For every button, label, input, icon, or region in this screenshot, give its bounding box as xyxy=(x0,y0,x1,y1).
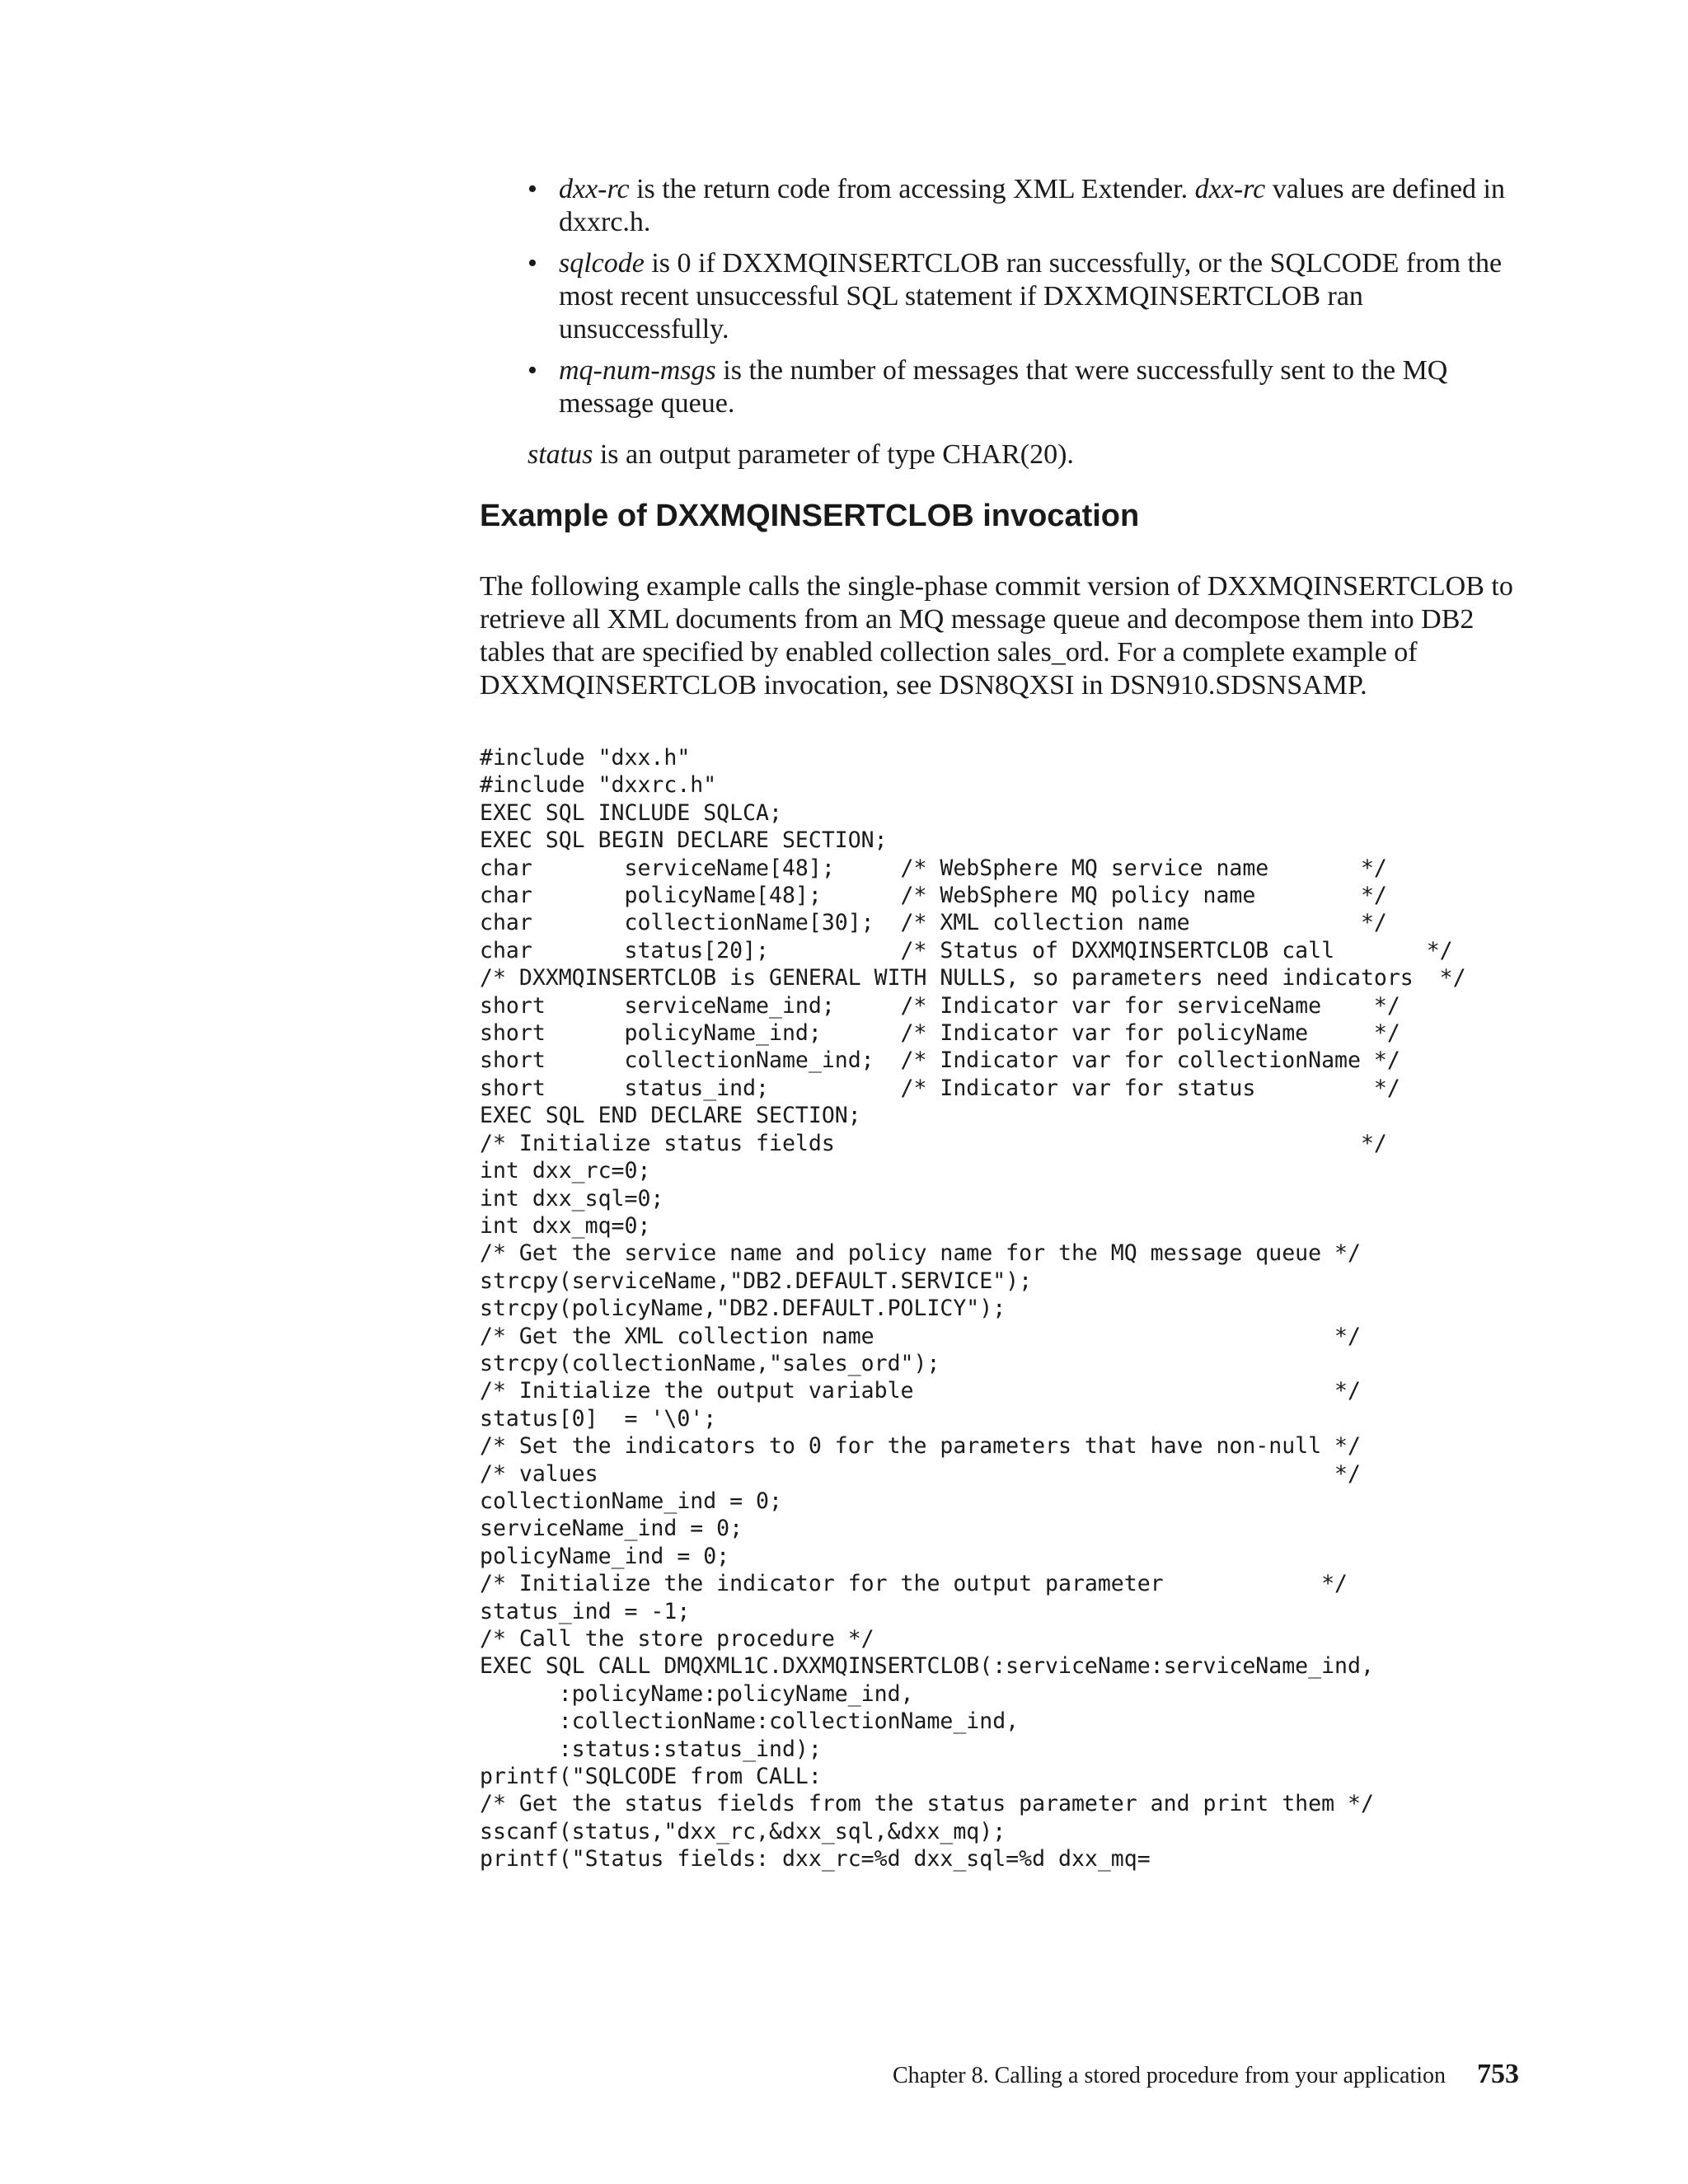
code-line: char collectionName[30]; /* XML collection name */ xyxy=(480,910,1387,936)
code-line: EXEC SQL CALL DMQXML1C.DXXMQINSERTCLOB(:serviceName:serviceName_ind, xyxy=(480,1653,1374,1680)
code-line: char status[20]; /* Status of DXXMQINSERTCLOB call */ xyxy=(480,937,1453,963)
chapter-title: Chapter 8. Calling a stored procedure from your application xyxy=(892,2063,1446,2088)
code-example xyxy=(480,744,1466,1873)
list-item-text: is the return code from accessing XML Extender. xyxy=(629,174,1195,204)
code-line: /* Get the service name and policy name for the MQ message queue */ xyxy=(480,1240,1361,1267)
code-line: /* DXXMQINSERTCLOB is GENERAL WITH NULLS, so parameters need indicators */ xyxy=(480,965,1466,991)
code-line: policyName_ind = 0; xyxy=(480,1543,730,1569)
bullet-icon: • xyxy=(528,248,537,279)
code-line: int dxx_mq=0; xyxy=(480,1212,651,1239)
code-line: strcpy(serviceName,"DB2.DEFAULT.SERVICE"); xyxy=(480,1268,1033,1294)
term-sqlcode: sqlcode xyxy=(559,248,645,279)
bullet-icon: • xyxy=(528,355,537,386)
code-line: char policyName[48]; /* WebSphere MQ policy name */ xyxy=(480,883,1387,909)
term-status: status xyxy=(528,439,593,470)
code-line: status_ind = -1; xyxy=(480,1598,691,1624)
term-dxx-rc: dxx-rc xyxy=(1194,174,1266,204)
code-line: sscanf(status,"dxx_rc,&dxx_sql,&dxx_mq); xyxy=(480,1818,1006,1844)
code-line: EXEC SQL BEGIN DECLARE SECTION; xyxy=(480,827,888,854)
code-line: status[0] = '\0'; xyxy=(480,1405,717,1432)
code-line: /* Initialize the indicator for the output parameter */ xyxy=(480,1571,1348,1597)
code-line: char serviceName[48]; /* WebSphere MQ service name */ xyxy=(480,855,1387,881)
code-line: serviceName_ind = 0; xyxy=(480,1516,743,1542)
code-line: printf("Status fields: dxx_rc=%d dxx_sql=%d dxx_mq= xyxy=(480,1846,1151,1872)
code-line: /* Call the store procedure */ xyxy=(480,1626,874,1652)
code-line: :status:status_ind); xyxy=(480,1736,822,1762)
code-line: short policyName_ind; /* Indicator var for policyName */ xyxy=(480,1020,1400,1047)
code-line: /* values */ xyxy=(480,1460,1361,1487)
code-line: /* Get the status fields from the status parameter and print them */ xyxy=(480,1791,1374,1817)
status-description-text: is an output parameter of type CHAR(20). xyxy=(593,439,1074,470)
page-footer xyxy=(893,2059,1519,2090)
return-values-list xyxy=(528,173,1517,429)
code-line: short serviceName_ind; /* Indicator var for serviceName */ xyxy=(480,992,1400,1019)
code-line: int dxx_sql=0; xyxy=(480,1185,664,1212)
code-line: #include "dxxrc.h" xyxy=(480,772,717,799)
term-dxx-rc: dxx-rc xyxy=(559,174,630,204)
status-parameter-description xyxy=(528,438,1074,471)
bullet-icon: • xyxy=(528,174,537,204)
term-mq-num-msgs: mq-num-msgs xyxy=(559,355,716,386)
code-line: /* Get the XML collection name */ xyxy=(480,1323,1361,1349)
code-line: int dxx_rc=0; xyxy=(480,1158,651,1184)
code-line: /* Initialize status fields */ xyxy=(480,1130,1387,1156)
code-line: short status_ind; /* Indicator var for status */ xyxy=(480,1075,1400,1101)
section-heading: Example of DXXMQINSERTCLOB invocation xyxy=(480,499,1140,533)
code-line: collectionName_ind = 0; xyxy=(480,1488,782,1514)
code-line: strcpy(policyName,"DB2.DEFAULT.POLICY"); xyxy=(480,1296,1006,1322)
code-line: /* Set the indicators to 0 for the parameters that have non-null */ xyxy=(480,1433,1361,1460)
code-line: short collectionName_ind; /* Indicator var for collectionName */ xyxy=(480,1047,1400,1074)
code-line: /* Initialize the output variable */ xyxy=(480,1378,1361,1404)
list-item-sqlcode xyxy=(528,247,1517,346)
intro-paragraph: The following example calls the single-phase commit version of DXXMQINSERTCLOB to retrieve all XML documents from an MQ message queue and decompose them into DB2 tables that are specified by enabled collection sales_ord. For a complete example of DXXMQINSERTCLOB invocation, see DSN8QXSI in DSN910.SDSNSAMP. xyxy=(480,571,1513,701)
code-line: #include "dxx.h" xyxy=(480,745,691,771)
list-item-text: is 0 if DXXMQINSERTCLOB ran successfully, or the SQLCODE from the most recent unsuccessful SQL statement if DXXMQINSERTCLOB ran unsuccessfully. xyxy=(559,248,1503,344)
code-line: :policyName:policyName_ind, xyxy=(480,1680,914,1707)
page-number: 753 xyxy=(1477,2059,1519,2089)
code-line: printf("SQLCODE from CALL: xyxy=(480,1764,822,1790)
list-item-mq-num-msgs xyxy=(528,354,1517,420)
list-item-dxx-rc xyxy=(528,173,1517,239)
code-line: strcpy(collectionName,"sales_ord"); xyxy=(480,1350,940,1376)
list-item-text: values are defined in dxxrc.h. xyxy=(559,174,1505,237)
code-line: EXEC SQL INCLUDE SQLCA; xyxy=(480,799,782,826)
code-line: :collectionName:collectionName_ind, xyxy=(480,1708,1020,1735)
list-item-text: is the number of messages that were successfully sent to the MQ message queue. xyxy=(559,355,1448,419)
code-line: EXEC SQL END DECLARE SECTION; xyxy=(480,1103,861,1129)
